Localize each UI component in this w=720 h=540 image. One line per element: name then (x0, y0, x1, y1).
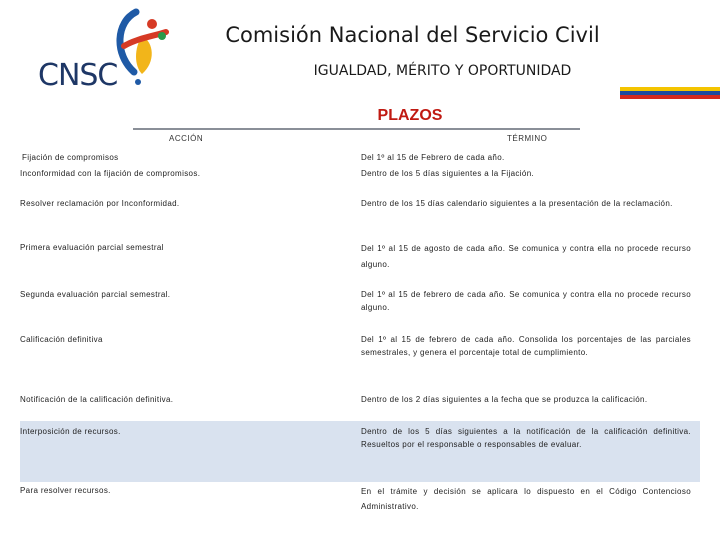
cell-accion: Calificación definitiva (20, 335, 103, 344)
cell-accion: Segunda evaluación parcial semestral. (20, 290, 171, 299)
table-row (20, 421, 700, 482)
cell-accion: Primera evaluación parcial semestral (20, 243, 164, 252)
table-row (20, 288, 700, 316)
cell-accion: Fijación de compromisos (22, 153, 119, 162)
colombia-flag-stripe (620, 87, 720, 99)
page-subtitle: IGUALDAD, MÉRITO Y OPORTUNIDAD (313, 63, 572, 79)
table-row (20, 167, 700, 181)
cell-accion: Notificación de la calificación definitiva. (20, 395, 174, 404)
cell-accion: Inconformidad con la fijación de compromisos. (20, 169, 201, 178)
cell-termino: En el trámite y decisión se aplicara lo dispuesto en el Código Contencioso Administrativo. (361, 487, 691, 511)
cell-accion: Para resolver recursos. (20, 486, 111, 495)
header (0, 0, 720, 100)
divider (133, 128, 580, 130)
cell-termino: Dentro de los 2 días siguientes a la fecha que se produzca la calificación. (361, 395, 648, 404)
cell-termino: Dentro de los 5 días siguientes a la notificación de la calificación definitiva. Resueltos por el responsable o responsables de evaluar. (361, 427, 691, 449)
page-title: Comisión Nacional del Servicio Civil (225, 23, 600, 47)
table-row (20, 333, 700, 361)
cell-accion: Resolver reclamación por Inconformidad. (20, 199, 180, 208)
column-header-termino: TÉRMINO (507, 134, 548, 143)
table-row (20, 197, 700, 211)
cell-termino: Del 1º al 15 de febrero de cada año. Consolida los porcentajes de las parciales semestrales, y genera el porcentaje total de cumplimiento. (361, 335, 691, 357)
cell-termino: Del 1º al 15 de febrero de cada año. Se comunica y contra ella no procede recurso alguno. (361, 290, 691, 312)
cell-accion: Interposición de recursos. (20, 427, 121, 436)
table-row (20, 484, 700, 514)
table-row (20, 151, 700, 165)
cell-termino: Dentro de los 15 días calendario siguientes a la presentación de la reclamación. (361, 199, 673, 208)
table-row (20, 393, 700, 407)
column-header-accion: ACCIÓN (169, 134, 204, 143)
cell-termino: Del 1º al 15 de Febrero de cada año. (361, 153, 505, 162)
section-title: PLAZOS (377, 107, 443, 124)
table-row (20, 241, 700, 269)
cell-termino: Del 1º al 15 de agosto de cada año. Se comunica y contra ella no procede recurso alguno. (361, 244, 691, 269)
cnsc-logo (38, 6, 188, 96)
logo-text: CNSC (38, 58, 118, 93)
cell-termino: Dentro de los 5 días siguientes a la Fijación. (361, 169, 535, 178)
